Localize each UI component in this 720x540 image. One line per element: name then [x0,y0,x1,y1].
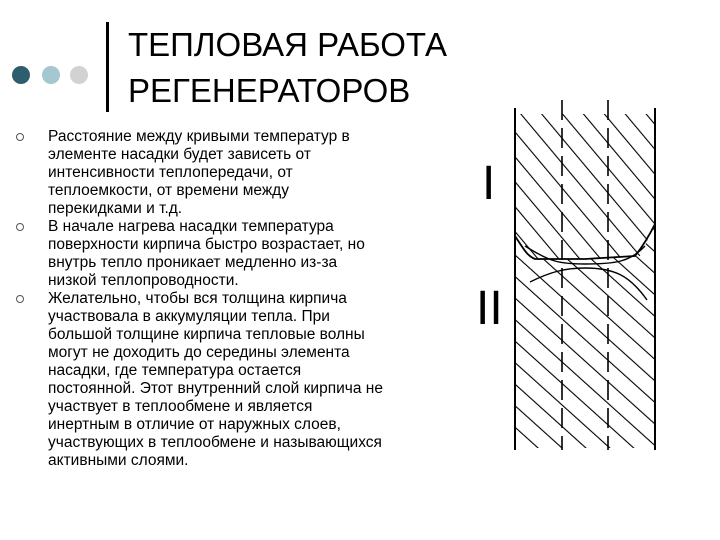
bullet-line: могут не доходить до середины элемента [48,344,350,361]
bullet-line: постоянной. Этот внутренний слой кирпича не [48,380,383,397]
bullet-line: участвует в теплообмене и является [48,398,313,415]
bullet-item [16,290,471,470]
bullet-line: насадки, где температура остается [48,362,302,379]
bullet-line: большой толщине кирпича тепловые волны [48,326,365,343]
slide-title-line-1: ТЕПЛОВАЯ РАБОТА [128,26,447,63]
diagram-label-i: I [482,157,496,210]
bullet-circle-icon [16,223,24,231]
bullet-line: Желательно, чтобы вся толщина кирпича [48,290,347,307]
bullet-line: перекидками и т.д. [48,200,183,217]
bullet-item [16,218,471,290]
bullet-line: активными слоями. [48,452,189,469]
bullet-line: низкой теплопроводности. [48,272,239,289]
slide-title-line-2: РЕГЕНЕРАТОРОВ [128,72,411,109]
light-blue-dot-icon [42,66,60,84]
bullet-circle-icon [16,295,24,303]
bullet-line: инертным в отличие от наружных слоев, [48,416,341,433]
bullet-line: теплоемкости, от времени между [48,182,289,199]
gray-dot-icon [70,66,88,84]
bullet-line: внутрь тепло проникает медленно из-за [48,254,338,271]
bullet-line: элементе насадки будет зависеть от [48,146,311,163]
dark-dot-icon [12,66,30,84]
title-divider [106,22,109,112]
diagram-label-ii: II [476,282,503,335]
bullet-list [16,128,471,470]
bullet-line: интенсивности теплопередачи, от [48,164,293,181]
bullet-item [16,128,471,218]
bullet-line: В начале нагрева насадки температура [48,218,334,235]
slide-title [128,22,548,114]
bullet-line: Расстояние между кривыми температур в [48,128,350,145]
regenerator-diagram [505,96,665,456]
decorative-dots [12,66,102,86]
bullet-line: участвовала в аккумуляции тепла. При [48,308,330,325]
bullet-line: участвующих в теплообмене и называющихся [48,434,382,451]
bullet-circle-icon [16,133,24,141]
bullet-line: поверхности кирпича быстро возрастает, но [48,236,365,253]
